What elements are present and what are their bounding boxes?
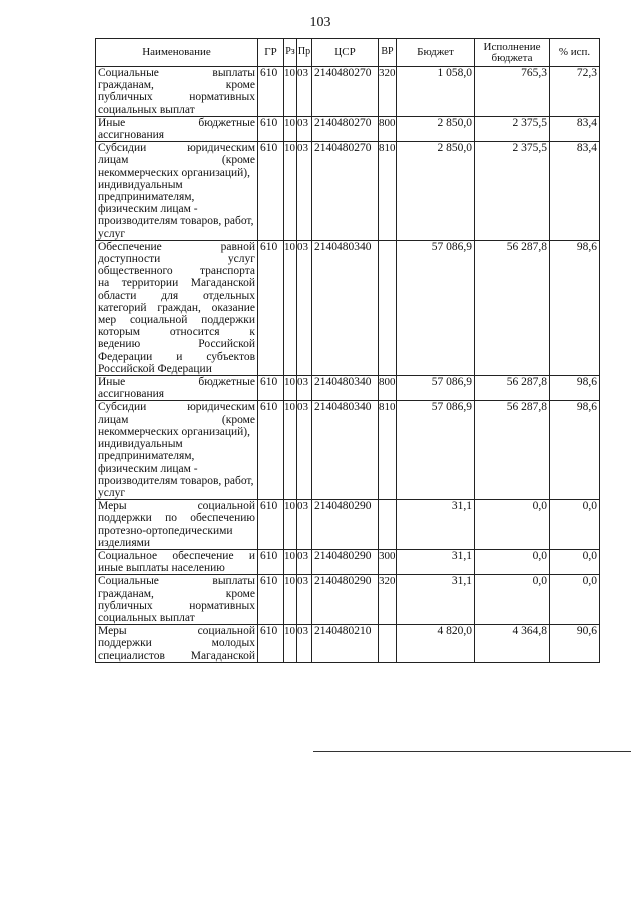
table-row xyxy=(96,625,600,663)
header-budget: Бюджет xyxy=(397,39,475,67)
row-pr: 03 xyxy=(297,549,312,574)
row-name-line: категорий граждан, оказание xyxy=(98,301,255,314)
row-name-line: публичных нормативных xyxy=(98,599,255,612)
row-name-line: лицам (кроме xyxy=(98,413,255,426)
row-vr xyxy=(379,500,397,550)
row-percent: 0,0 xyxy=(550,549,600,574)
row-budget: 1 058,0 xyxy=(397,67,475,117)
row-csr: 2140480290 xyxy=(312,549,379,574)
row-percent: 90,6 xyxy=(550,625,600,663)
row-gr: 610 xyxy=(258,67,284,117)
header-rz: Рз xyxy=(284,39,297,67)
row-pr: 03 xyxy=(297,575,312,625)
table-header-row xyxy=(96,39,600,67)
row-gr: 610 xyxy=(258,575,284,625)
header-percent: % исп. xyxy=(550,39,600,67)
row-gr: 610 xyxy=(258,549,284,574)
row-rz: 10 xyxy=(284,625,297,663)
row-name-line: Субсидии юридическим xyxy=(98,401,255,414)
table-row xyxy=(96,116,600,141)
row-name-line: доступности услуг xyxy=(98,253,255,266)
row-gr: 610 xyxy=(258,376,284,401)
row-pr: 03 xyxy=(297,116,312,141)
row-name-line: публичных нормативных xyxy=(98,91,255,104)
row-name-line: поддержки по обеспечению xyxy=(98,512,255,525)
row-name xyxy=(96,240,258,375)
row-name-line: Обеспечение равной xyxy=(98,240,255,253)
row-rz: 10 xyxy=(284,67,297,117)
row-vr: 810 xyxy=(379,401,397,500)
row-pr: 03 xyxy=(297,625,312,663)
row-name-line: гражданам, кроме xyxy=(98,79,255,92)
row-budget: 4 820,0 xyxy=(397,625,475,663)
row-name xyxy=(96,116,258,141)
header-gr: ГР xyxy=(258,39,284,67)
row-pr: 03 xyxy=(297,142,312,241)
row-name xyxy=(96,500,258,550)
row-name-line: области для отдельных xyxy=(98,289,255,302)
row-gr: 610 xyxy=(258,240,284,375)
row-name-line: специалистов Магаданской xyxy=(98,649,255,662)
row-name-line: Федерации и субъектов xyxy=(98,350,255,363)
row-csr: 2140480210 xyxy=(312,625,379,663)
row-name-line: Социальные выплаты xyxy=(98,575,255,588)
row-csr: 2140480340 xyxy=(312,401,379,500)
row-name-line: гражданам, кроме xyxy=(98,587,255,600)
row-name-line: Иные бюджетные xyxy=(98,116,255,129)
row-vr xyxy=(379,625,397,663)
header-pr: Пр xyxy=(297,39,312,67)
row-vr: 800 xyxy=(379,116,397,141)
row-name-line: на территории Магаданской xyxy=(98,277,255,290)
row-name-line: общественного транспорта xyxy=(98,265,255,278)
row-name-line: Меры социальной xyxy=(98,625,255,638)
row-name-line: изделиями xyxy=(98,536,151,549)
row-name xyxy=(96,142,258,241)
row-vr xyxy=(379,240,397,375)
table-row xyxy=(96,142,600,241)
row-csr: 2140480340 xyxy=(312,240,379,375)
table-row xyxy=(96,549,600,574)
row-gr: 610 xyxy=(258,142,284,241)
row-execution: 0,0 xyxy=(475,575,550,625)
row-budget: 57 086,9 xyxy=(397,376,475,401)
row-rz: 10 xyxy=(284,142,297,241)
row-budget: 2 850,0 xyxy=(397,142,475,241)
row-execution: 4 364,8 xyxy=(475,625,550,663)
row-name xyxy=(96,376,258,401)
table-row xyxy=(96,500,600,550)
row-vr: 800 xyxy=(379,376,397,401)
row-csr: 2140480290 xyxy=(312,575,379,625)
row-budget: 31,1 xyxy=(397,549,475,574)
row-name-line: Российской Федерации xyxy=(98,362,212,375)
table-body xyxy=(96,67,600,663)
row-percent: 72,3 xyxy=(550,67,600,117)
table-row xyxy=(96,67,600,117)
row-execution: 765,3 xyxy=(475,67,550,117)
header-name: Наименование xyxy=(96,39,258,67)
table-row xyxy=(96,401,600,500)
row-name-line: некоммерческих организаций), индивидуальным предпринимателям, физическим лицам - производителям товаров, работ, услуг xyxy=(98,425,254,499)
row-execution: 2 375,5 xyxy=(475,116,550,141)
row-budget: 57 086,9 xyxy=(397,240,475,375)
row-vr: 810 xyxy=(379,142,397,241)
row-percent: 83,4 xyxy=(550,116,600,141)
row-name-line: ассигнования xyxy=(98,129,165,142)
row-name-line: которым относится к xyxy=(98,326,255,339)
row-rz: 10 xyxy=(284,575,297,625)
row-pr: 03 xyxy=(297,376,312,401)
row-execution: 2 375,5 xyxy=(475,142,550,241)
row-pr: 03 xyxy=(297,67,312,117)
row-name-line: Социальные выплаты xyxy=(98,67,255,79)
row-pr: 03 xyxy=(297,500,312,550)
row-percent: 98,6 xyxy=(550,376,600,401)
row-execution: 56 287,8 xyxy=(475,376,550,401)
row-csr: 2140480340 xyxy=(312,376,379,401)
row-csr: 2140480270 xyxy=(312,142,379,241)
row-gr: 610 xyxy=(258,401,284,500)
row-budget: 2 850,0 xyxy=(397,116,475,141)
row-vr: 320 xyxy=(379,67,397,117)
row-name-line: протезно-ортопедическими xyxy=(98,524,233,537)
row-name-line: иные выплаты населению xyxy=(98,562,225,575)
row-rz: 10 xyxy=(284,500,297,550)
footer-rule xyxy=(313,751,631,752)
row-vr: 320 xyxy=(379,575,397,625)
row-pr: 03 xyxy=(297,401,312,500)
row-gr: 610 xyxy=(258,500,284,550)
row-name xyxy=(96,67,258,117)
header-vr: ВР xyxy=(379,39,397,67)
row-csr: 2140480290 xyxy=(312,500,379,550)
row-rz: 10 xyxy=(284,401,297,500)
budget-table xyxy=(95,38,600,663)
row-vr: 300 xyxy=(379,549,397,574)
row-name-line: Иные бюджетные xyxy=(98,376,255,389)
row-name-line: лицам (кроме xyxy=(98,154,255,167)
row-csr: 2140480270 xyxy=(312,67,379,117)
row-execution: 0,0 xyxy=(475,500,550,550)
row-percent: 98,6 xyxy=(550,401,600,500)
row-csr: 2140480270 xyxy=(312,116,379,141)
row-execution: 0,0 xyxy=(475,549,550,574)
row-percent: 0,0 xyxy=(550,575,600,625)
row-percent: 83,4 xyxy=(550,142,600,241)
row-percent: 0,0 xyxy=(550,500,600,550)
table-row xyxy=(96,575,600,625)
table-row xyxy=(96,376,600,401)
row-rz: 10 xyxy=(284,376,297,401)
row-name-line: социальных выплат xyxy=(98,103,195,116)
row-name-line: ведению Российской xyxy=(98,338,255,351)
header-execution: Исполнение бюджета xyxy=(475,39,550,67)
row-budget: 57 086,9 xyxy=(397,401,475,500)
row-name xyxy=(96,575,258,625)
row-gr: 610 xyxy=(258,116,284,141)
row-name xyxy=(96,401,258,500)
row-execution: 56 287,8 xyxy=(475,401,550,500)
header-csr: ЦСР xyxy=(312,39,379,67)
row-name-line: Субсидии юридическим xyxy=(98,142,255,155)
row-name-line: Социальное обеспечение и xyxy=(98,549,255,562)
row-execution: 56 287,8 xyxy=(475,240,550,375)
row-pr: 03 xyxy=(297,240,312,375)
row-budget: 31,1 xyxy=(397,500,475,550)
row-name-line: мер социальной поддержки xyxy=(98,314,255,327)
row-name xyxy=(96,549,258,574)
row-gr: 610 xyxy=(258,625,284,663)
row-name-line: некоммерческих организаций), индивидуальным предпринимателям, физическим лицам - производителям товаров, работ, услуг xyxy=(98,166,254,240)
row-name-line: ассигнования xyxy=(98,388,165,401)
row-name-line: Меры социальной xyxy=(98,500,255,513)
row-name-line: социальных выплат xyxy=(98,611,195,624)
table-row xyxy=(96,240,600,375)
page-number: 103 xyxy=(309,15,331,30)
row-percent: 98,6 xyxy=(550,240,600,375)
row-rz: 10 xyxy=(284,549,297,574)
row-rz: 10 xyxy=(284,116,297,141)
row-budget: 31,1 xyxy=(397,575,475,625)
row-name xyxy=(96,625,258,663)
row-rz: 10 xyxy=(284,240,297,375)
row-name-line: поддержки молодых xyxy=(98,637,255,650)
